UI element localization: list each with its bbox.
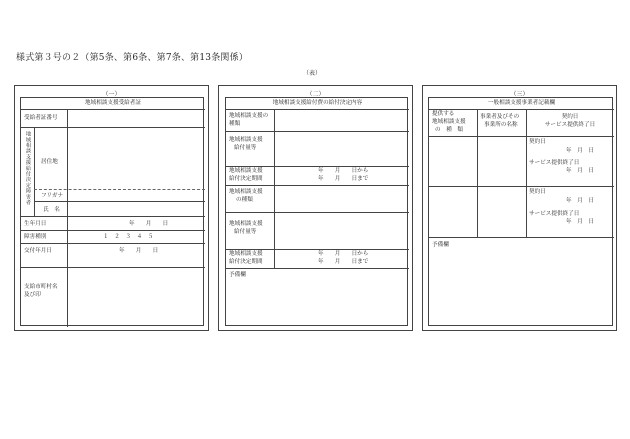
- front-side-label: （表）: [303, 70, 322, 77]
- birth-date-value: 年 月 日: [129, 221, 169, 227]
- col-provider-name-line1: 事業者及びその: [480, 114, 520, 120]
- beneficiary-vertical-label: 地域相談支援給付決定障害者: [25, 131, 31, 206]
- entry2-end-label: サービス提供終了日: [529, 211, 580, 217]
- disability-type-label: 障害種別: [24, 234, 47, 240]
- issue-date-label: 交付年月日: [24, 248, 52, 254]
- entry1-contract-value: 年 月 日: [566, 148, 594, 154]
- name-label: 氏 名: [43, 207, 60, 213]
- decision-period-b-line1: 地域相談支援: [229, 251, 263, 257]
- panel-benefit-decision: [218, 85, 413, 331]
- entry2-end-value: 年 月 日: [566, 219, 594, 225]
- decision-period-a-line2: 給付決定期間: [229, 176, 263, 182]
- entry1-end-label: サービス提供終了日: [529, 160, 580, 166]
- decision-period-b-from: 年 月 日から: [318, 251, 369, 257]
- benefit-amount-b-line1: 地域相談支援: [229, 221, 263, 227]
- entry1-end-value: 年 月 日: [566, 168, 594, 174]
- col-dates-line2: サービス提供終了日: [544, 122, 596, 128]
- col-service-kind-line1: 提供する: [432, 111, 455, 117]
- recipient-table-title: 地域相談支援受給者証: [85, 100, 141, 106]
- panel2-remarks-label: 予備欄: [229, 272, 246, 278]
- benefit-amount-a-line1: 地域相談支援: [229, 137, 263, 143]
- recipient-number-label: 受給者証番号: [24, 115, 58, 121]
- panel-recipient-certificate: [14, 85, 209, 331]
- furigana-label: フリガナ: [41, 193, 64, 199]
- service-kind-b-line2: の種類: [236, 197, 253, 203]
- entry1-contract-label: 契約日: [529, 139, 546, 145]
- panel-provider-entry: [422, 85, 617, 331]
- benefit-amount-a-line2: 給付量等: [234, 145, 257, 151]
- address-label: 居住地: [41, 159, 58, 165]
- col-service-kind-line2: 地域相談支援: [432, 119, 466, 125]
- benefit-decision-title: 地域相談支援給付費の給付決定内容: [272, 100, 363, 106]
- benefit-decision-table: [225, 97, 408, 326]
- municipality-label-line1: 支給市町村名: [24, 284, 58, 290]
- decision-period-a-from: 年 月 日から: [318, 168, 369, 174]
- col-provider-name-line2: 事業所の名称: [484, 122, 518, 128]
- recipient-table: [20, 97, 204, 326]
- benefit-amount-b-line2: 給付量等: [234, 229, 257, 235]
- service-kind-a-label: 地域相談支援の種類: [229, 113, 269, 127]
- entry2-contract-value: 年 月 日: [566, 198, 594, 204]
- form-title: 様式第３号の２（第5条、第6条、第7条、第13条関係）: [16, 53, 249, 63]
- col-dates-line1: 契約日: [561, 114, 579, 120]
- panel2-heading: （二）: [306, 91, 325, 98]
- disability-type-values: １ ２ ３ ４ ５: [103, 234, 154, 240]
- entry2-contract-label: 契約日: [529, 189, 546, 195]
- service-kind-b-line1: 地域相談支援: [229, 189, 263, 195]
- panel3-remarks-label: 予備欄: [432, 242, 449, 248]
- decision-period-a-line1: 地域相談支援: [229, 168, 263, 174]
- panel3-heading: （三）: [510, 91, 529, 98]
- decision-period-b-to: 年 月 日まで: [318, 259, 369, 265]
- panel1-heading: （一）: [102, 91, 121, 98]
- birth-date-label: 生年月日: [24, 221, 47, 227]
- provider-entry-title: 一般相談支援事業者記載欄: [487, 100, 556, 106]
- decision-period-a-to: 年 月 日まで: [318, 176, 369, 182]
- col-service-kind-line3: の 種 類: [435, 127, 463, 133]
- issue-date-value: 年 月 日: [119, 248, 159, 254]
- municipality-label-line2: 及び印: [24, 292, 41, 298]
- decision-period-b-line2: 給付決定期間: [229, 259, 263, 265]
- provider-entry-table: [428, 97, 613, 326]
